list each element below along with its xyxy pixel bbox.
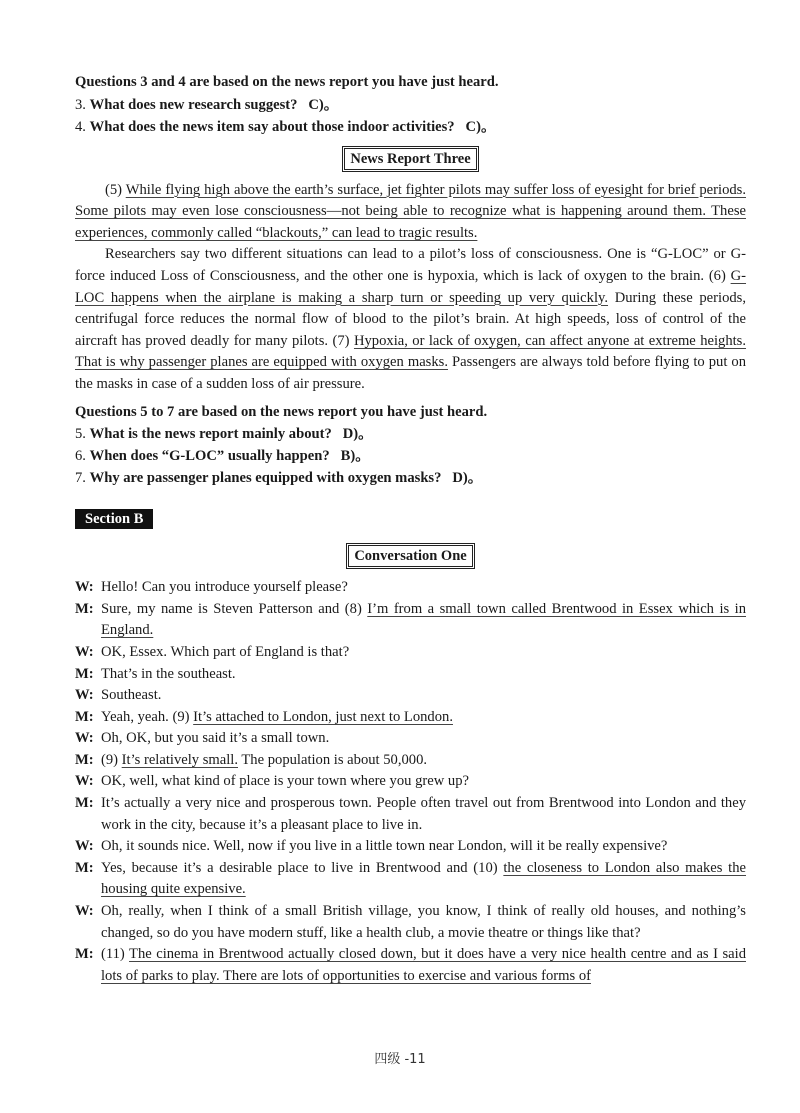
speaker-label: M: <box>75 708 94 725</box>
answer-marker: (9) <box>101 751 122 768</box>
question-7 <box>75 467 746 489</box>
conversation-one-dialogue <box>75 577 746 987</box>
answer-marker: (10) <box>473 859 504 876</box>
dialogue-line <box>75 707 746 729</box>
dialogue-text: Yes, because it’s a desirable place to live in Brentwood and <box>101 859 474 876</box>
question-number: 6. <box>75 448 86 465</box>
dialogue-text: Oh, it sounds nice. Well, now if you live in a little town near London, will it be really expensive? <box>101 838 668 855</box>
question-answer: B)。 <box>340 448 370 465</box>
marker-6: (6) <box>708 267 726 284</box>
question-5 <box>75 423 746 445</box>
question-number: 3. <box>75 96 86 113</box>
dialogue-line <box>75 858 746 901</box>
dialogue-line <box>75 836 746 858</box>
question-text: Why are passenger planes equipped with oxygen masks? <box>89 470 442 487</box>
dialogue-text: OK, Essex. Which part of England is that? <box>101 643 350 660</box>
dialogue-text: Oh, OK, but you said it’s a small town. <box>101 730 330 747</box>
dialogue-line <box>75 664 746 686</box>
underlined-answer-11: The cinema in Brentwood actually closed down, but it does have a very nice health centre and as I said lots of parks to play. There are lots of opportunities to exercise and various forms of <box>101 946 746 984</box>
dialogue-text: Hello! Can you introduce yourself please? <box>101 579 348 596</box>
dialogue-line <box>75 685 746 707</box>
paragraph-text: During these periods, centrifugal force reduces the normal flow of blood to the pilot’s brain. At high speeds, loss of control of the aircraft has proved deadly for many pilots. <box>75 289 746 349</box>
speaker-label: M: <box>75 946 94 963</box>
dialogue-text: Southeast. <box>101 687 162 704</box>
question-answer: C)。 <box>308 96 339 113</box>
page-number-footer: 四级 -11 <box>374 1052 426 1067</box>
marker-5: (5) <box>105 181 123 198</box>
questions-3-4-intro: Questions 3 and 4 are based on the news report you have just heard. <box>75 74 499 90</box>
dialogue-line <box>75 901 746 944</box>
question-answer: D)。 <box>452 470 483 487</box>
dialogue-line <box>75 642 746 664</box>
question-number: 4. <box>75 118 86 135</box>
underlined-answer-8: I’m from a small town called Brentwood in Essex which is in England. <box>101 600 747 639</box>
dialogue-line <box>75 771 746 793</box>
speaker-label: W: <box>75 838 94 855</box>
question-text: What does the news item say about those indoor activities? <box>89 118 455 135</box>
conversation-one-title: Conversation One <box>346 543 474 569</box>
speaker-label: W: <box>75 643 94 660</box>
speaker-label: W: <box>75 579 94 596</box>
answer-marker: (8) <box>344 600 368 617</box>
underlined-answer-7: Hypoxia, or lack of oxygen, can affect anyone at extreme heights. That is why passenger planes are equipped with oxygen masks. <box>75 332 747 371</box>
dialogue-line <box>75 728 746 750</box>
speaker-label: W: <box>75 773 94 790</box>
answer-marker: (11) <box>101 946 130 963</box>
underlined-answer-9a: It’s attached to London, just next to London. <box>193 708 453 725</box>
question-text: What does new research suggest? <box>89 96 298 113</box>
news-report-three-title: News Report Three <box>342 146 478 172</box>
question-answer: D)。 <box>342 426 373 443</box>
dialogue-text: The population is about 50,000. <box>238 751 428 768</box>
question-text: When does “G-LOC” usually happen? <box>89 448 330 465</box>
news-report-paragraph-2 <box>75 244 746 395</box>
dialogue-line <box>75 793 746 836</box>
speaker-label: M: <box>75 600 94 617</box>
dialogue-text: OK, well, what kind of place is your town where you grew up? <box>101 773 469 790</box>
question-text: What is the news report mainly about? <box>89 426 332 443</box>
question-6 <box>75 445 746 467</box>
speaker-label: W: <box>75 730 94 747</box>
dialogue-text: It’s actually a very nice and prosperous town. People often travel out from Brentwood into London and they work in the city, because it’s a pleasant place to live in. <box>101 795 746 833</box>
underlined-answer-10: the closeness to London also makes the housing quite expensive. <box>101 859 746 898</box>
dialogue-text: That’s in the southeast. <box>101 665 236 682</box>
question-3 <box>75 94 746 116</box>
dialogue-line <box>75 944 746 987</box>
answer-marker: (9) <box>172 708 194 725</box>
dialogue-line <box>75 599 746 642</box>
question-number: 5. <box>75 426 86 443</box>
news-report-paragraph-1 <box>75 180 746 245</box>
dialogue-text: Oh, really, when I think of a small British village, you know, I think of really old houses, and nothing’s changed, so do you have modern stuff, like a health club, a movie theatre or things like that? <box>101 903 746 941</box>
paragraph-text: Passengers are always told before flying to put on the masks in case of a sudden loss of air pressure. <box>75 354 746 392</box>
speaker-label: W: <box>75 687 94 704</box>
dialogue-line <box>75 750 746 772</box>
speaker-label: M: <box>75 859 94 876</box>
question-number: 7. <box>75 470 86 487</box>
underlined-answer-5: While flying high above the earth’s surface, jet fighter pilots may suffer loss of eyesight for brief periods. Some pilots may even lose consciousness—not being able to recognize what is happening around them. These experiences, commonly called “blackouts,” can lead to tragic results. <box>75 181 746 241</box>
speaker-label: W: <box>75 903 94 920</box>
document-page <box>75 72 746 987</box>
underlined-answer-9b: It’s relatively small. <box>121 751 238 768</box>
question-4 <box>75 116 746 138</box>
section-b-heading: Section B <box>75 509 153 529</box>
dialogue-line <box>75 577 746 599</box>
marker-7: (7) <box>332 332 350 349</box>
dialogue-text: Sure, my name is Steven Patterson and <box>101 600 345 617</box>
speaker-label: M: <box>75 665 94 682</box>
paragraph-text: Researchers say two different situations can lead to a pilot’s loss of consciousness. One is “G-LOC” or G-force induced Loss of Consciousness, and the other one is hypoxia, which is lack of oxygen to the brain. <box>75 246 746 284</box>
question-answer: C)。 <box>465 118 496 135</box>
speaker-label: M: <box>75 795 94 812</box>
questions-5-7-intro: Questions 5 to 7 are based on the news report you have just heard. <box>75 403 488 420</box>
dialogue-text: Yeah, yeah. <box>101 708 173 725</box>
underlined-answer-6: G-LOC happens when the airplane is making a sharp turn or speeding up very quickly. <box>75 267 747 306</box>
speaker-label: M: <box>75 751 94 768</box>
